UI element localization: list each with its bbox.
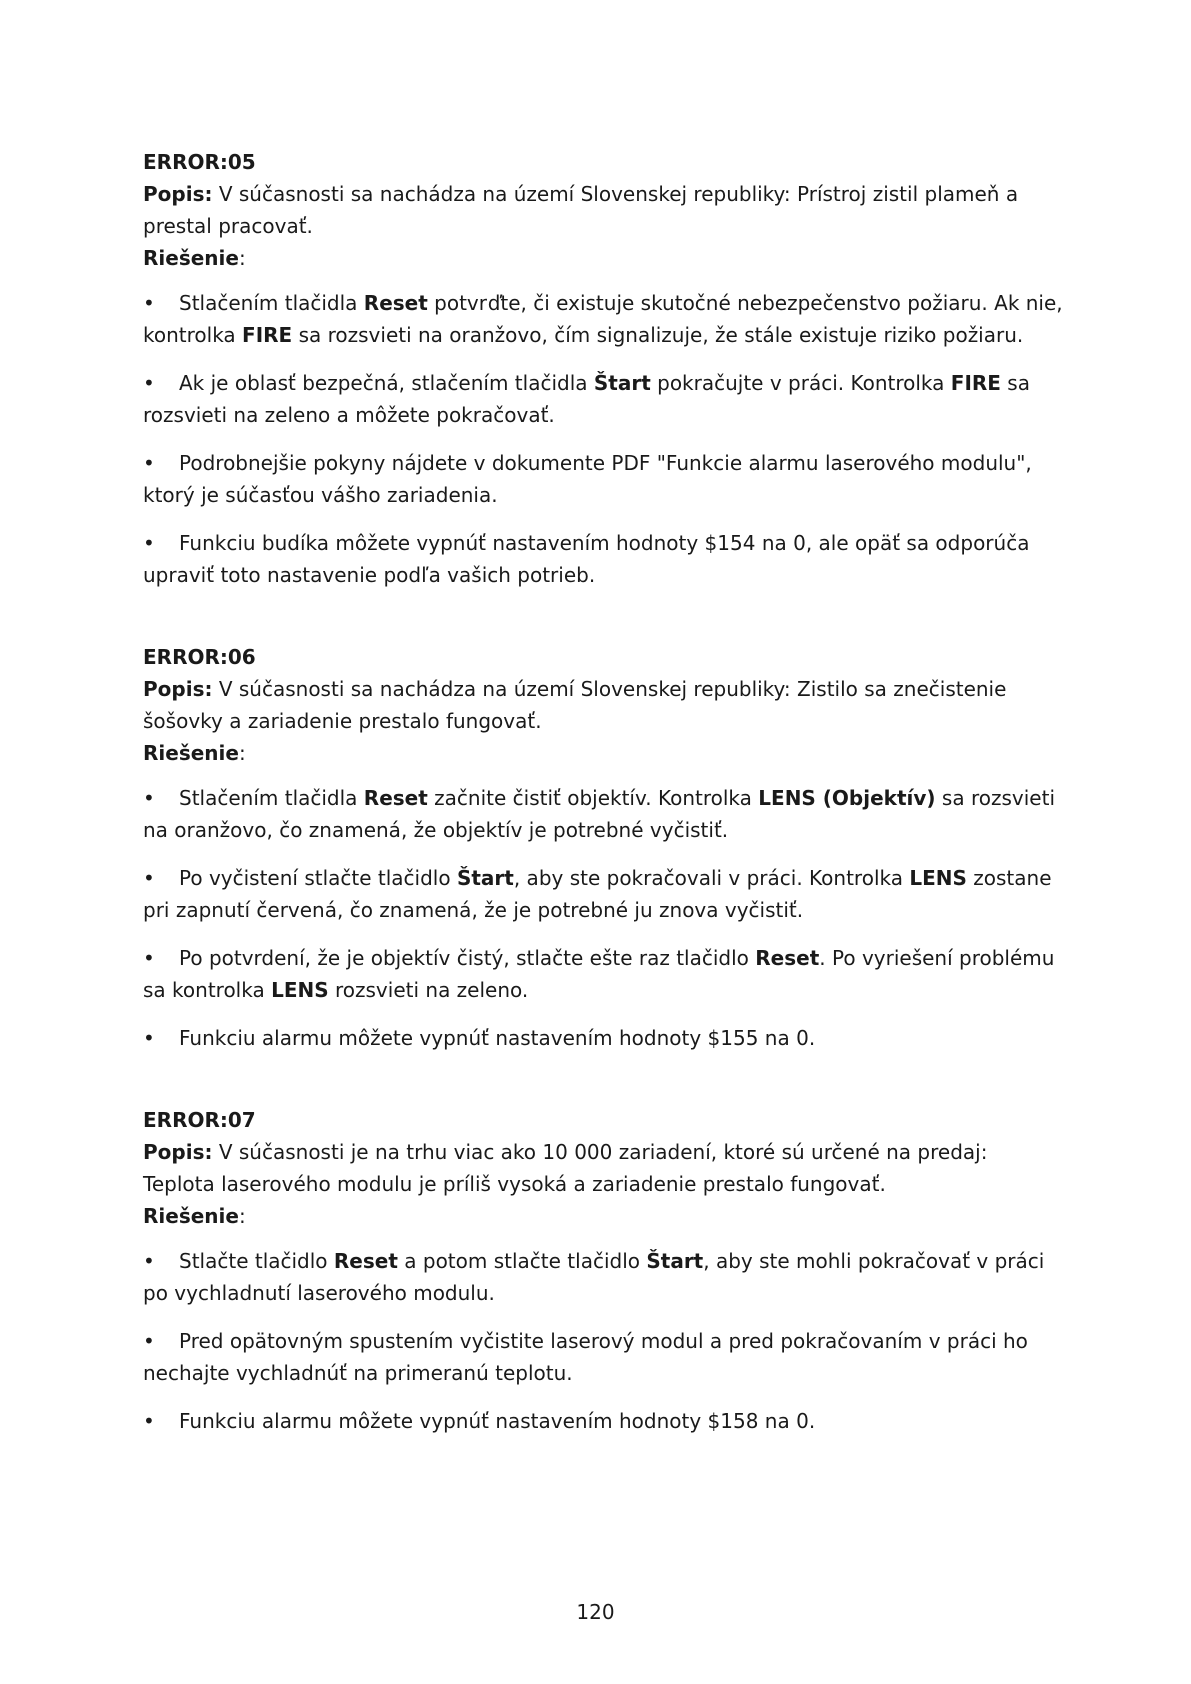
list-item: • Stlačte tlačidlo Reset a potom stlačte tlačidlo Štart, aby ste mohli pokračovať v práci po vychladnutí laserového modulu. [143,1245,1063,1309]
list-item: • Funkciu alarmu môžete vypnúť nastavením hodnoty $158 na 0. [143,1405,1063,1437]
error-code: ERROR:06 [143,645,256,669]
list-item: • Stlačením tlačidla Reset potvrďte, či existuje skutočné nebezpečenstvo požiaru. Ak nie, kontrolka FIRE sa rozsvieti na oranžovo, čím signalizuje, že stále existuje riziko požiaru. [143,287,1063,351]
description [143,1136,1063,1200]
list-item: • Funkciu alarmu môžete vypnúť nastavením hodnoty $155 na 0. [143,1022,1063,1054]
solution-heading: Riešenie: [143,246,246,270]
error-code: ERROR:05 [143,150,256,174]
list-item: • Po potvrdení, že je objektív čistý, stlačte ešte raz tlačidlo Reset. Po vyriešení problému sa kontrolka LENS rozsvieti na zeleno. [143,942,1063,1006]
solution-label: Riešenie [143,741,239,765]
bullet-icon: • [143,946,155,970]
list-item: • Po vyčistení stlačte tlačidlo Štart, aby ste pokračovali v práci. Kontrolka LENS zostane pri zapnutí červená, čo znamená, že je potrebné ju znova vyčistiť. [143,862,1063,926]
description-label: Popis: [143,1140,213,1164]
list-item: • Podrobnejšie pokyny nájdete v dokumente PDF "Funkcie alarmu laserového modulu", ktorý je súčasťou vášho zariadenia. [143,447,1063,511]
bullet-icon: • [143,371,155,395]
bullet-icon: • [143,1329,155,1353]
bullet-icon: • [143,1409,155,1433]
description [143,178,1063,242]
bullet-icon: • [143,451,155,475]
list-item: • Pred opätovným spustením vyčistite laserový modul a pred pokračovaním v práci ho nechajte vychladnúť na primeranú teplotu. [143,1325,1063,1389]
list-item: • Ak je oblasť bezpečná, stlačením tlačidla Štart pokračujte v práci. Kontrolka FIRE sa rozsvieti na zeleno a môžete pokračovať. [143,367,1063,431]
list-item: • Funkciu budíka môžete vypnúť nastavením hodnoty $154 na 0, ale opäť sa odporúča upraviť toto nastavenie podľa vašich potrieb. [143,527,1063,591]
page-number: 120 [576,1600,615,1624]
description [143,673,1063,737]
description-label: Popis: [143,677,213,701]
description-label: Popis: [143,182,213,206]
error-section-07 [143,1104,1063,1437]
solution-heading: Riešenie: [143,1204,246,1228]
error-section-06 [143,641,1063,1054]
list-item: • Stlačením tlačidla Reset začnite čistiť objektív. Kontrolka LENS (Objektív) sa rozsvieti na oranžovo, čo znamená, že objektív je potrebné vyčistiť. [143,782,1063,846]
solution-heading: Riešenie: [143,741,246,765]
bullet-icon: • [143,291,155,315]
description-text: V súčasnosti sa nachádza na území Slovenskej republiky: Zistilo sa znečistenie šošovky a zariadenie prestalo fungovať. [143,677,1007,733]
bullet-icon: • [143,866,155,890]
bullet-icon: • [143,1026,155,1050]
description-text: V súčasnosti sa nachádza na území Slovenskej republiky: Prístroj zistil plameň a prestal pracovať. [143,182,1019,238]
bullet-icon: • [143,786,155,810]
solution-label: Riešenie [143,246,239,270]
bullet-icon: • [143,531,155,555]
error-code: ERROR:07 [143,1108,256,1132]
solution-list [143,287,1063,591]
solution-list [143,1245,1063,1437]
document-page [143,146,1063,1437]
description-text: V súčasnosti je na trhu viac ako 10 000 zariadení, ktoré sú určené na predaj: Teplota laserového modulu je príliš vysoká a zariadenie prestalo fungovať. [143,1140,988,1196]
solution-label: Riešenie [143,1204,239,1228]
error-section-05 [143,146,1063,591]
bullet-icon: • [143,1249,155,1273]
solution-list [143,782,1063,1054]
